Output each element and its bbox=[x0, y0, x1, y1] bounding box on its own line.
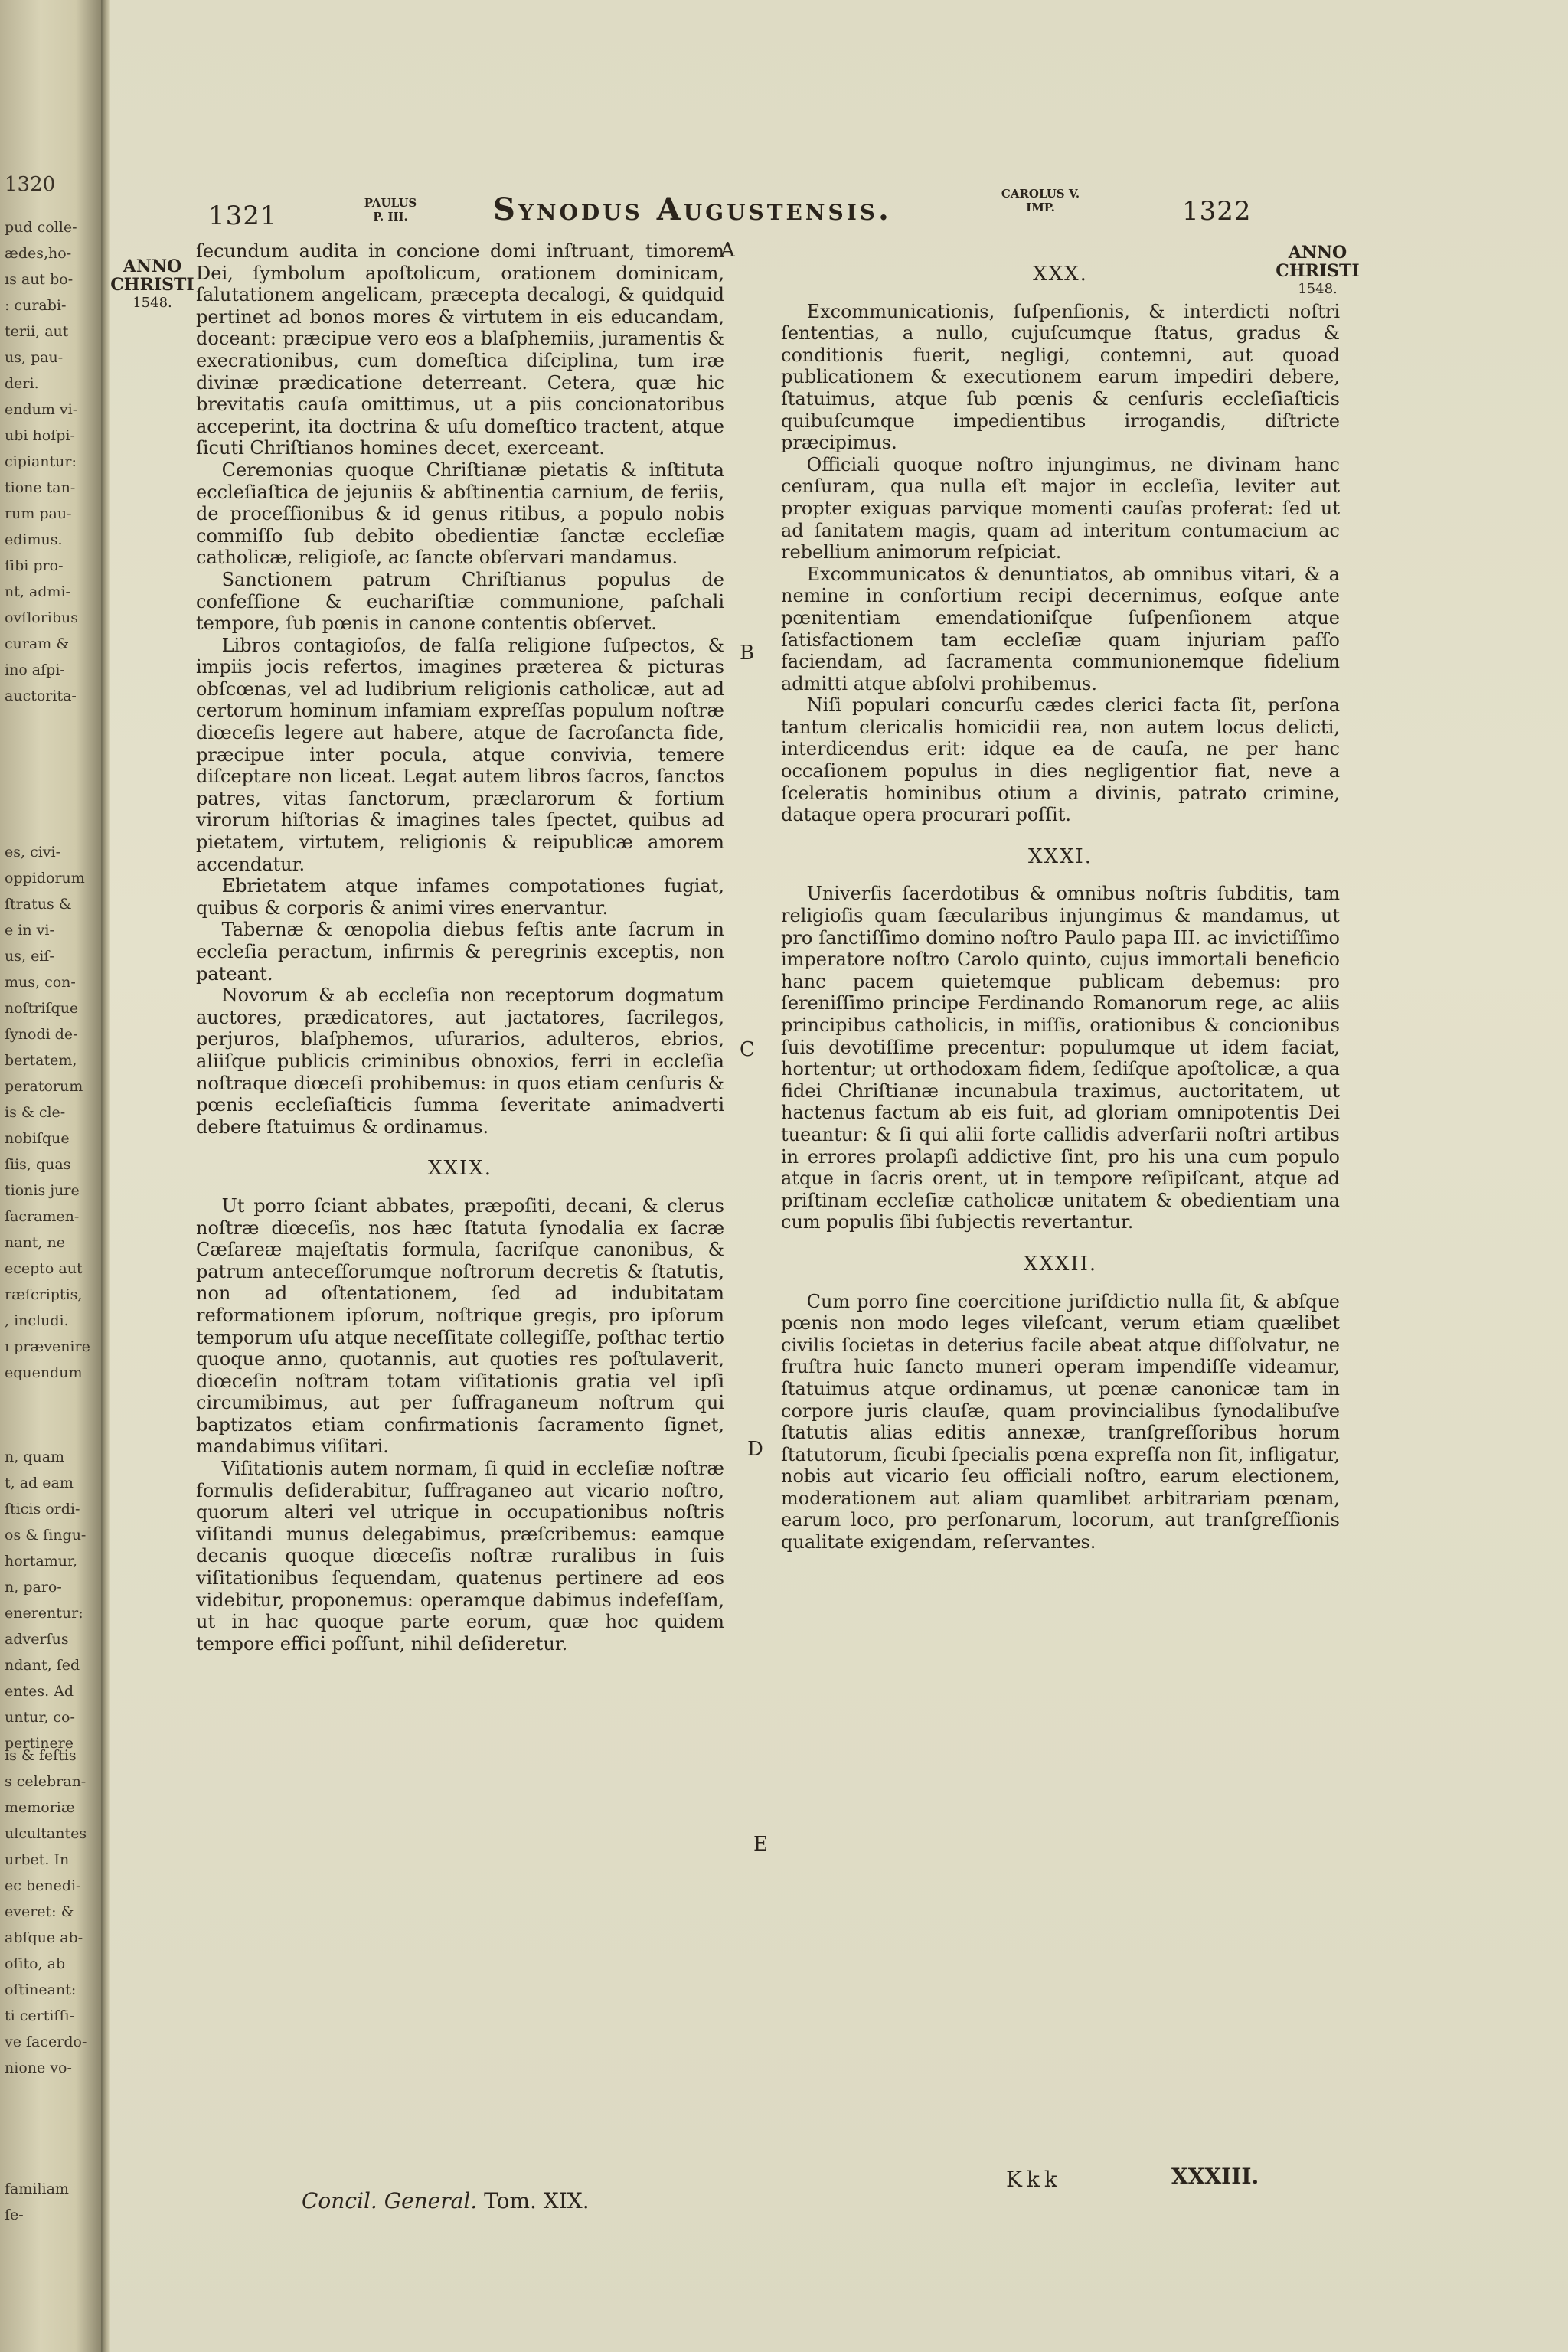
left-page-fragment: rum pau- bbox=[5, 505, 72, 522]
left-page-fragment: ovſloribus bbox=[5, 609, 79, 626]
left-page-fragment: is & cle- bbox=[5, 1104, 66, 1121]
left-page-fragment: nione vo- bbox=[5, 2060, 72, 2076]
left-page-fragment: ſibi pro- bbox=[5, 557, 64, 574]
footer-collection-title: Concil. General. bbox=[302, 2188, 478, 2213]
left-page-fragment: nant, ne bbox=[5, 1234, 65, 1251]
section-heading-xxix: XXIX. bbox=[427, 1157, 493, 1181]
emperor-name: CAROLUS V. bbox=[1001, 187, 1080, 201]
left-page-fragment: : curabi- bbox=[5, 297, 67, 314]
left-page-fragment: us, eiſ- bbox=[5, 948, 54, 965]
section-xxxii-body bbox=[781, 1291, 1340, 1553]
section-letter-d: D bbox=[747, 1438, 763, 1461]
left-page-fragment: us, pau- bbox=[5, 349, 64, 366]
paragraph: Novorum & ab eccleſia non receptorum dogmatum auctores, prædicatores, aut jactatores, ſacrilegos, perjuros, blaſphemos, uſurarios, adulteros, ebrios, aliiſque publicis criminibus obnoxios, ferri in eccleſia noſtraque diœceſi prohibemus: in quos etiam cenſuris & pœnis eccleſiaſticis ſumma ſeveritate animadverti debere ſtatuimus & ordinamus. bbox=[196, 985, 724, 1138]
left-page-fragment: ſticis ordi- bbox=[5, 1501, 80, 1517]
left-page-fragment: cipiantur: bbox=[5, 453, 77, 470]
footer-volume: Tom. XIX. bbox=[484, 2188, 590, 2213]
left-page-fragment: ve ſacerdo- bbox=[5, 2034, 87, 2050]
paragraph: Sanctionem patrum Chriſtianus populus de confeſſione & euchariſtiæ communione, paſchali tempore, ſub pœnis in canone contentis obſervet. bbox=[196, 568, 724, 635]
section-letter-e: E bbox=[753, 1833, 768, 1856]
margin-year: 1548. bbox=[1298, 281, 1338, 297]
left-page-fragment: everet: & bbox=[5, 1903, 74, 1920]
section-letter-a: A bbox=[720, 239, 735, 262]
margin-year: 1548. bbox=[132, 295, 172, 311]
left-page-fragment: noſtriſque bbox=[5, 1000, 79, 1017]
paragraph: Excommunicatos & denuntiatos, ab omnibus vitari, & a nemine in conſortium recipi decernimus, eoſque ante pœnitentiam emendationiſque ſuſpenſionem atque ſatisfactionem tam eccleſiæ quam injuriam paſſo faciendam, ad ſacramenta communionemque fidelium admitti atque abſolvi prohibemus. bbox=[781, 563, 1340, 694]
left-page-fragment: entes. Ad bbox=[5, 1683, 74, 1700]
paragraph: Niſi populari concurſu cædes clerici facta ſit, perſona tantum clericalis homicidii rea, non autem locus delicti, interdicendus erit: idque ea de cauſa, ne per hanc occaſionem populus in dies negligentior fiat, neve a ſceleratis hominibus otium a divinis, patrato crimine, dataque opera procurari poſſit. bbox=[781, 694, 1340, 826]
paragraph: Officiali quoque noſtro injungimus, ne divinam hanc cenſuram, qua nulla eſt major in eccleſia, leviter aut propter exiguas parvique momenti cauſas proferat: ſed ut ad ſanitatem magis, quam ad interitum contumacium ac rebellium animorum reſpiciat. bbox=[781, 453, 1340, 564]
left-page-fragment: ıs aut bo- bbox=[5, 271, 74, 288]
left-page-fragment: ubi hoſpi- bbox=[5, 427, 75, 444]
left-page-fragment: es, civi- bbox=[5, 844, 61, 861]
left-page-fragment: ſtratus & bbox=[5, 896, 72, 913]
left-page-fragment: ſacramen- bbox=[5, 1208, 80, 1225]
left-page-fragment: oppidorum bbox=[5, 870, 85, 887]
left-page-fragment: ı prævenire bbox=[5, 1338, 90, 1355]
section-xxx-body bbox=[781, 301, 1340, 826]
pope-label bbox=[352, 196, 429, 224]
left-page-fragment: deri. bbox=[5, 375, 39, 392]
paragraph: Univerſis ſacerdotibus & omnibus noſtris ſubditis, tam religioſis quam ſæcularibus injungimus & mandamus, ut pro ſanctiſſimo domino noſtro Paulo papa III. ac invictiſſimo imperatore noſtro Carolo quinto, cujus immortali beneficio hanc pacem quietemque publicam debemus: pro ſereniſſimo principe Ferdinando Romanorum rege, ac aliis principibus catholicis, in miſſis, orationibus & concionibus ſuis devotiſſime precentur: populumque ut idem faciat, hortentur; ut orthodoxam fidem, ſediſque apoſtolicæ, a qua fidei Chriſtianæ incunabula traximus, auctoritatem, ut hactenus factum ab eis fuit, ad gloriam omnipotentis Dei tueantur: & ſi qui alii forte callidis adverſarii noſtri artibus in errores prolapſi addictive ſint, pro his una cum populo atque in ſacris orent, ut in tempore reſipiſcant, atque ad priſtinam eccleſiæ catholicæ unitatem & obedientiam una cum populis ſibi ſubjectis revertantur. bbox=[781, 883, 1340, 1233]
right-page bbox=[110, 0, 1568, 2352]
left-page-fragment: ædes,ho- bbox=[5, 245, 72, 262]
section-heading-xxx: XXX. bbox=[1033, 263, 1088, 286]
left-page-fragment: ndant, ſed bbox=[5, 1657, 80, 1674]
left-page-fragment: peratorum bbox=[5, 1078, 83, 1095]
paragraph: Ebrietatem atque infames compotationes fugiat, quibus & corporis & animi vires enervantur. bbox=[196, 875, 724, 919]
left-page-fragment: s celebran- bbox=[5, 1773, 87, 1790]
page-title: Synodus Augustensis. bbox=[493, 191, 892, 227]
paragraph: Viſitationis autem normam, ſi quid in eccleſiæ noſtræ formulis deſiderabitur, ſuffraganeo aut vicario noſtro, quorum alteri vel utrique in occupationibus noſtris viſitandi munus delegabimus, præſcribemus: eamque decanis quoque diœceſis noſtræ ruralibus in ſuis viſitationibus ſequendam, quatenus pertinere ad eos videbitur, proponemus: operamque dabimus indefeſſam, ut in hac quoque parte eorum, quæ hoc quidem tempore effici poſſunt, nihil deſideretur. bbox=[196, 1458, 724, 1655]
left-page-fragment: ſynodi de- bbox=[5, 1026, 78, 1043]
paragraph: Cum porro ſine coercitione juriſdictio nulla ſit, & abſque pœnis non modo leges vileſcant, verum etiam quælibet civilis ſocietas in deterius facile abeat atque diſſolvatur, ne fruſtra huic ſancto muneri operam impendiſſe videamur, ſtatuimus atque ordinamus, ut pœnæ canonicæ tam in corpore juris clauſæ, quam provincialibus ſynodalibuſve ſtatutis alias editis annexæ, tranſgreſſoribus horum ſtatutorum, ſicubi ſpecialis pœna expreſſa non ſit, infligatur, nobis aut vicario ſeu officiali noſtro, earum electionem, moderationem aut aliam quamlibet arbitrariam pœnam, earum loco, pro perſonarum, locorum, aut tranſgreſſionis qualitate exigendam, reſervantes. bbox=[781, 1290, 1340, 1553]
left-page-fragment: t, ad eam bbox=[5, 1475, 74, 1491]
paragraph: Excommunicationis, ſuſpenſionis, & interdicti noſtri ſententias, a nullo, cujuſcumque ſtatus, gradus & conditionis fuerit, negligi, contemni, aut quoad publicationem & executionem earum impediri debere, ſtatuimus, atque ſub pœnis & cenſuris eccleſiaſticis quibuſcumque impedientibus irrogandis, diſtricte præcipimus. bbox=[781, 300, 1340, 454]
left-column bbox=[196, 240, 724, 1655]
left-page-fragment: ec benedi- bbox=[5, 1877, 81, 1894]
footer-collection bbox=[302, 2188, 590, 2213]
margin-christi: CHRISTI bbox=[1276, 261, 1360, 281]
left-page-fragment: ino aſpi- bbox=[5, 662, 65, 678]
left-page-fragment: oſito, ab bbox=[5, 1955, 66, 1972]
left-page-number: 1320 bbox=[5, 173, 56, 196]
margin-anno: ANNO bbox=[1288, 243, 1348, 263]
left-facing-page bbox=[0, 0, 101, 2352]
footer-catchword: XXXIII. bbox=[1171, 2164, 1259, 2189]
left-page-fragment: terii, aut bbox=[5, 323, 69, 340]
left-page-fragment: , includi. bbox=[5, 1312, 69, 1329]
left-page-fragment: tione tan- bbox=[5, 479, 76, 496]
left-page-fragment: curam & bbox=[5, 635, 70, 652]
left-page-fragment: nobiſque bbox=[5, 1130, 70, 1147]
left-page-fragment: e in vi- bbox=[5, 922, 54, 939]
left-column-paragraphs bbox=[196, 240, 724, 1138]
left-page-fragment: ſiis, quas bbox=[5, 1156, 71, 1173]
left-page-fragment: mus, con- bbox=[5, 974, 76, 991]
left-page-fragment: nt, admi- bbox=[5, 583, 70, 600]
paragraph: Libros contagioſos, de falſa religione ſuſpectos, & impiis jocis refertos, imagines præterea & picturas obſcœnas, vel ad ludibrium religionis catholicæ, aut ad certorum hominum infamiam expreſſas populum noſtræ diœceſis legere aut habere, atque de ſacroſancta fide, præcipue inter pocula, atque convivia, temere diſceptare non liceat. Legat autem libros ſacros, ſanctos patres, vitas ſanctorum, præclarorum & fortium virorum hiſtorias & imagines tales ſpectet, quibus ad pietatem, virtutem, religionis & reipublicæ amorem accendatur. bbox=[196, 634, 724, 875]
emperor-title: IMP. bbox=[1026, 201, 1055, 214]
left-page-fragment: urbet. In bbox=[5, 1851, 70, 1868]
page-left-number: 1321 bbox=[208, 201, 278, 231]
left-page-fragment: tionis jure bbox=[5, 1182, 80, 1199]
left-page-fragment: ecepto aut bbox=[5, 1260, 83, 1277]
section-letter-b: B bbox=[740, 642, 755, 665]
left-page-fragment: hortamur, bbox=[5, 1553, 78, 1570]
left-page-fragment: ræſcriptis, bbox=[5, 1286, 83, 1303]
paragraph: Ut porro ſciant abbates, præpoſiti, decani, & clerus noſtræ diœceſis, nos hæc ſtatuta ſynodalia ex ſacræ Cæſareæ majeſtatis formula, ſacriſque canonibus, & patrum anteceſſorumque noſtrorum decretis & ſtatutis, non ad oſtentationem, ſed ad indubitatam reformationem ipſorum, noſtrique gregis, pro ipſorum temporum uſu atque neceſſitate collegiſſe, poſthac tertio quoque anno, quotannis, aut quoties res poſtulaverit, diœceſin noſtram totam viſitationis gratia vel ipſi circumibimus, aut per ſuffraganeum noſtrum qui baptizatos etiam confirmationis ſacramento ſignet, mandabimus viſitari. bbox=[196, 1194, 724, 1458]
left-page-fragment: edimus. bbox=[5, 531, 63, 548]
left-page-fragment: os & ſingu- bbox=[5, 1527, 87, 1544]
margin-note-left bbox=[110, 257, 194, 312]
left-page-fragment: pud colle- bbox=[5, 219, 77, 236]
section-letter-c: C bbox=[740, 1038, 755, 1061]
margin-christi: CHRISTI bbox=[110, 275, 194, 295]
left-page-fragment: auctorita- bbox=[5, 688, 77, 704]
left-page-fragment: adverſus bbox=[5, 1631, 69, 1648]
left-page-fragment: pertinere bbox=[5, 1735, 74, 1752]
left-page-fragment: abſque ab- bbox=[5, 1929, 83, 1946]
book-gutter bbox=[101, 0, 110, 2352]
left-page-fragment: familiam bbox=[5, 2180, 69, 2197]
emperor-label bbox=[983, 187, 1098, 214]
margin-anno: ANNO bbox=[122, 256, 182, 276]
paragraph: ſecundum audita in concione domi inſtruant, timorem Dei, ſymbolum apoſtolicum, orationem dominicam, ſalutationem angelicam, præcepta decalogi, & quidquid pertinet ad bonos mores & virtutem in eis educandam, doceant: præcipue vero eos a blaſphemiis, juramentis & execrationibus, cum domeſtica diſciplina, tum iræ divinæ prædicatione deterreant. Cetera, quæ hic brevitatis cauſa omittimus, ut a piis concionatoribus acceperint, ita doctrina & uſu domeſtico tractent, atque ſicuti Chriſtianos homines decet, exerceant. bbox=[196, 240, 724, 459]
paragraph: Ceremonias quoque Chriſtianæ pietatis & inſtituta eccleſiaſtica de jejuniis & abſtinentia carnium, de feriis, de proceſſionibus & id genus ritibus, a populo nobis commiſſo ſub debito obedientiæ ſanctæ eccleſiæ catholicæ, religioſe, ac ſancte obſervari mandamus. bbox=[196, 459, 724, 569]
section-heading-xxxii: XXXII. bbox=[1023, 1252, 1098, 1276]
left-page-fragment: enerentur: bbox=[5, 1605, 83, 1622]
page-right-number: 1322 bbox=[1182, 196, 1252, 227]
left-page-fragment: ſe- bbox=[5, 2207, 24, 2223]
paragraph: Tabernæ & œnopolia diebus feſtis ante ſacrum in eccleſia peractum, infirmis & peregrinis exceptis, non pateant. bbox=[196, 919, 724, 985]
pope-number: P. III. bbox=[373, 210, 408, 224]
section-xxix-body bbox=[196, 1195, 724, 1655]
left-page-fragment: n, quam bbox=[5, 1449, 65, 1465]
footer-signature: Kkk bbox=[1006, 2167, 1062, 2192]
pope-name: PAULUS bbox=[364, 196, 417, 210]
left-page-fragment: ulcultantes bbox=[5, 1825, 87, 1842]
left-page-fragment: ti certiſſi- bbox=[5, 2007, 74, 2024]
left-page-fragment: memoriæ bbox=[5, 1799, 75, 1816]
left-page-fragment: endum vi- bbox=[5, 401, 78, 418]
section-xxxi-body bbox=[781, 883, 1340, 1233]
left-page-fragment: bertatem, bbox=[5, 1052, 77, 1069]
left-page-fragment: oſtineant: bbox=[5, 1981, 77, 1998]
left-page-fragment: untur, co- bbox=[5, 1709, 75, 1726]
left-page-fragment: is & feſtis bbox=[5, 1747, 77, 1764]
section-heading-xxxi: XXXI. bbox=[1027, 844, 1093, 868]
left-page-fragment: equendum bbox=[5, 1364, 83, 1381]
left-page-fragment: n, paro- bbox=[5, 1579, 62, 1596]
right-column bbox=[781, 263, 1340, 1553]
